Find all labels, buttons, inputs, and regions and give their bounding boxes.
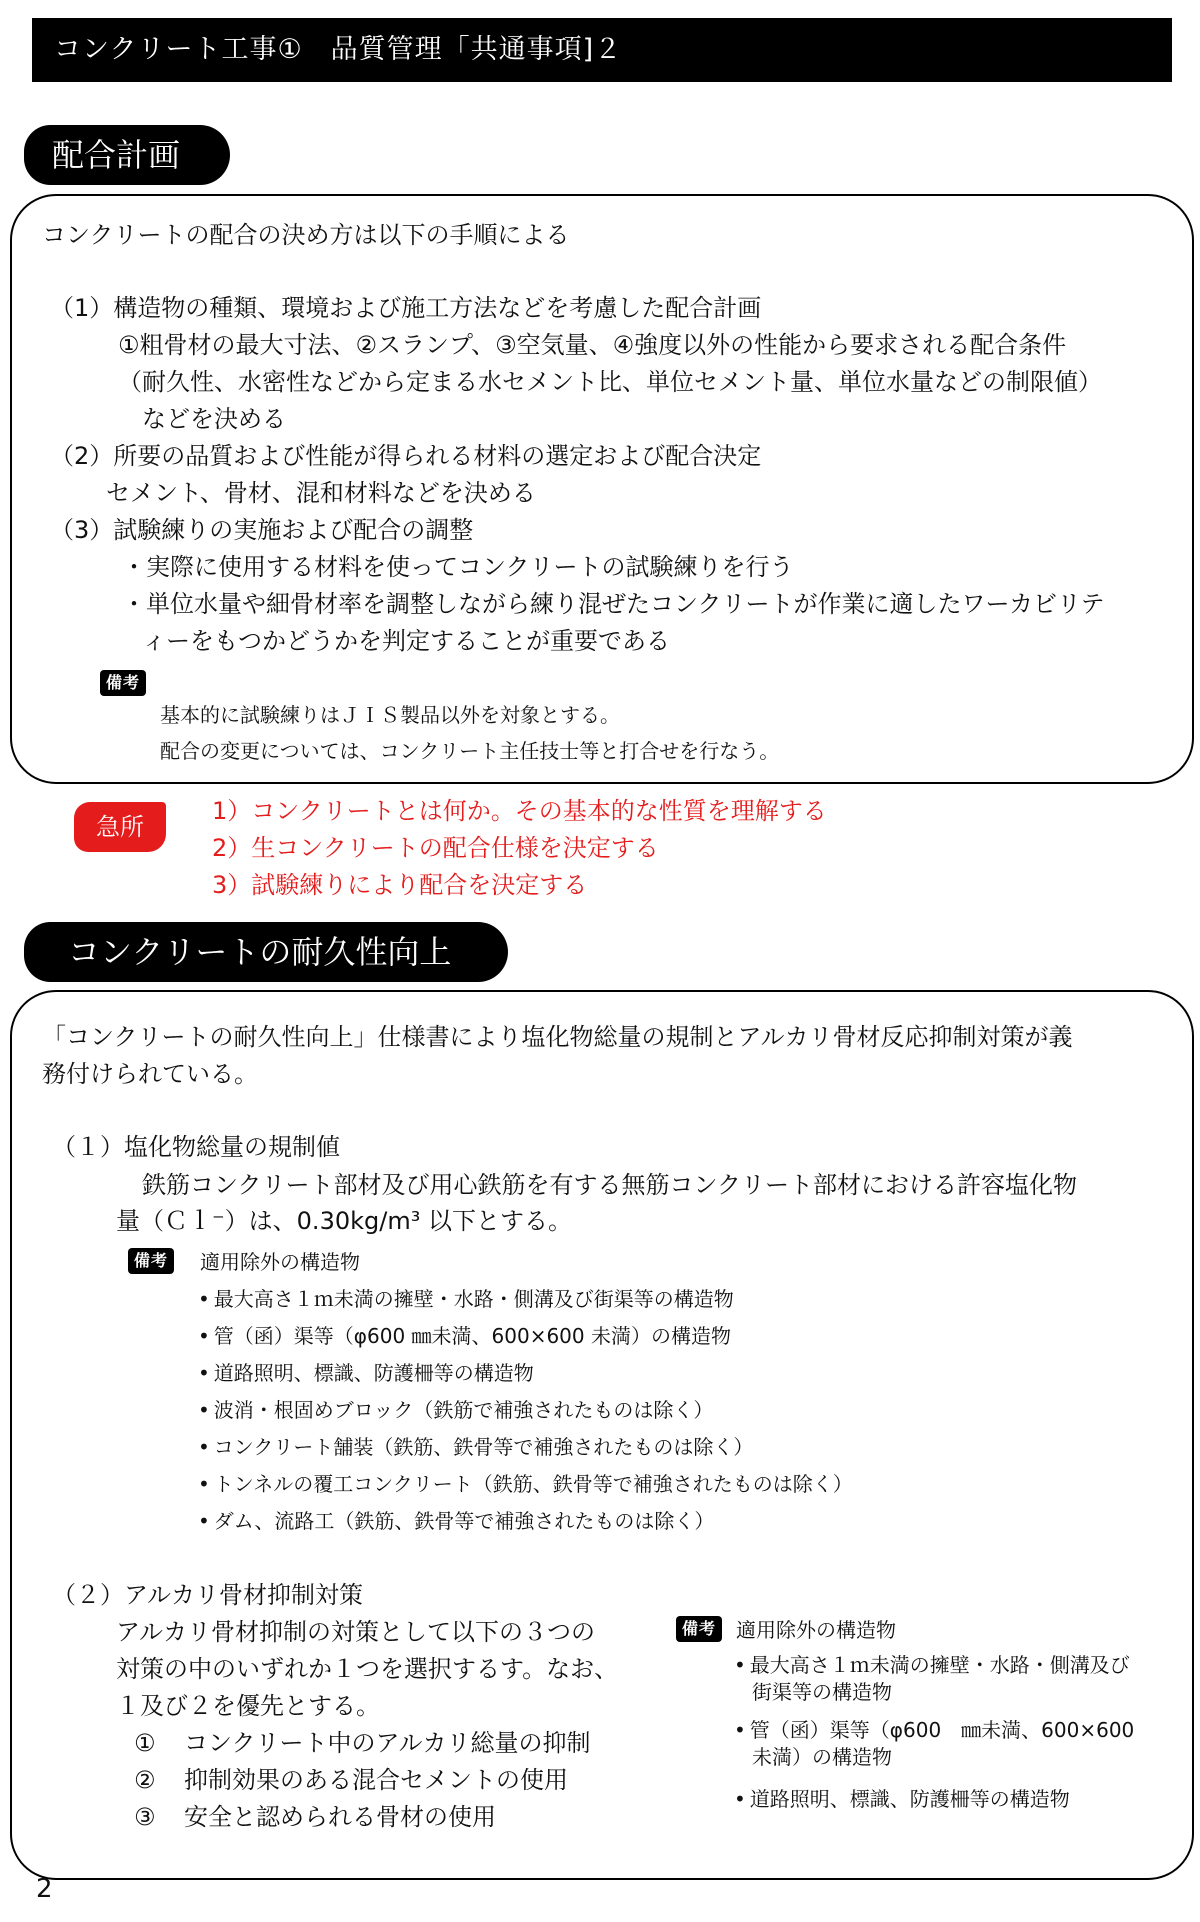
measure-text: 安全と認められる骨材の使用 xyxy=(184,1803,496,1831)
measure-text: コンクリート中のアルカリ総量の抑制 xyxy=(184,1729,591,1757)
mix-plan-intro: コンクリートの配合の決め方は以下の手順による xyxy=(42,221,570,249)
step1-title: （1）構造物の種類、環境および施工方法などを考慮した配合計画 xyxy=(50,294,762,322)
step3-bullet2a: ・単位水量や細骨材率を調整しながら練り混ぜたコンクリートが作業に適したワーカビリテ xyxy=(122,590,1105,618)
step3-bullet1: ・実際に使用する材料を使ってコンクリートの試験練りを行う xyxy=(122,553,794,581)
chloride-title: （１）塩化物総量の規制値 xyxy=(52,1133,340,1161)
urgent-item-2: 2）生コンクリートの配合仕様を決定する xyxy=(212,834,659,862)
chloride-line1: 鉄筋コンクリート部材及び用心鉄筋を有する無筋コンクリート部材における許容塩化物 xyxy=(142,1171,1078,1199)
durability-box xyxy=(10,990,1194,1880)
exclusion-item: • 最大高さ１ｍ未満の擁壁・水路・側溝及び街渠等の構造物 xyxy=(198,1286,734,1312)
alkali-line2: 対策の中のいずれか１つを選択するす。なお、 xyxy=(116,1655,619,1683)
note-tag: 備考 xyxy=(100,670,146,696)
exclusion-note-tag: 備考 xyxy=(128,1248,174,1274)
exclusion-item: • ダム、流路工（鉄筋、鉄骨等で補強されたものは除く） xyxy=(198,1508,714,1534)
exclusion-item: • 管（函）渠等（φ600 ㎜未満、600×600 未満）の構造物 xyxy=(198,1323,731,1349)
alkali-note-tag: 備考 xyxy=(676,1616,722,1642)
section-title-durability: コンクリートの耐久性向上 xyxy=(24,922,508,982)
durability-intro-line2: 務付けられている。 xyxy=(42,1060,258,1088)
step1-line3: などを決める xyxy=(142,405,286,433)
alkali-note-item1a: • 最大高さ１ｍ未満の擁壁・水路・側溝及び xyxy=(734,1652,1130,1678)
alkali-note-title: 適用除外の構造物 xyxy=(736,1618,896,1642)
durability-intro-line1: 「コンクリートの耐久性向上」仕様書により塩化物総量の規制とアルカリ骨材反応抑制対策が義 xyxy=(42,1023,1073,1051)
note-line2: 配合の変更については、コンクリート主任技士等と打合せを行なう。 xyxy=(160,739,780,763)
step2-line1: セメント、骨材、混和材料などを決める xyxy=(106,479,536,507)
urgent-item-1: 1）コンクリートとは何か。その基本的な性質を理解する xyxy=(212,797,827,825)
alkali-note-item3: • 道路照明、標識、防護柵等の構造物 xyxy=(734,1787,1070,1811)
urgent-item-3: 3）試験練りにより配合を決定する xyxy=(212,871,588,899)
exclusion-item: • 波消・根固めブロック（鉄筋で補強されたものは除く） xyxy=(198,1397,713,1423)
section-title-mix-plan: 配合計画 xyxy=(24,125,230,185)
exclusion-note-title: 適用除外の構造物 xyxy=(200,1250,360,1274)
step2-title: （2）所要の品質および性能が得られる材料の選定および配合決定 xyxy=(50,442,762,470)
measure-number: ③ xyxy=(134,1803,156,1831)
step1-line2: （耐久性、水密性などから定まる水セメント比、単位セメント量、単位水量などの制限値） xyxy=(118,368,1102,396)
note-line1: 基本的に試験練りはＪＩＳ製品以外を対象とする。 xyxy=(160,703,620,727)
alkali-line3: １及び２を優先とする。 xyxy=(116,1692,380,1720)
exclusion-item: • コンクリート舗装（鉄筋、鉄骨等で補強されたものは除く） xyxy=(198,1434,753,1460)
exclusion-item: • 道路照明、標識、防護柵等の構造物 xyxy=(198,1360,534,1386)
alkali-title: （２）アルカリ骨材抑制対策 xyxy=(52,1581,364,1609)
measure-number: ② xyxy=(134,1766,156,1794)
alkali-line1: アルカリ骨材抑制の対策として以下の３つの xyxy=(116,1618,596,1646)
page-header-title: コンクリート工事① 品質管理「共通事項]２ xyxy=(32,18,1172,82)
urgent-badge: 急所 xyxy=(74,802,166,852)
alkali-note-item3-text: 道路照明、標識、防護柵等の構造物 xyxy=(749,1787,1070,1811)
mix-plan-box xyxy=(10,194,1194,784)
step3-bullet2b: ィーをもつかどうかを判定することが重要である xyxy=(142,627,670,655)
alkali-note-item2a: • 管（函）渠等（φ600 ㎜未満、600×600 xyxy=(734,1717,1134,1743)
page-number: 2 xyxy=(36,1874,53,1904)
step3-title: （3）試験練りの実施および配合の調整 xyxy=(50,516,474,544)
alkali-note-item2b: 未満）の構造物 xyxy=(752,1745,892,1769)
step1-line1: ①粗骨材の最大寸法、②スランプ、③空気量、④強度以外の性能から要求される配合条件 xyxy=(118,331,1067,359)
measure-text: 抑制効果のある混合セメントの使用 xyxy=(184,1766,568,1794)
exclusion-item: • トンネルの覆工コンクリート（鉄筋、鉄骨等で補強されたものは除く） xyxy=(198,1471,853,1497)
chloride-line2: 量（Ｃｌ⁻）は、0.30kg/m³ 以下とする。 xyxy=(116,1207,572,1235)
measure-number: ① xyxy=(134,1729,156,1757)
alkali-note-item1b: 街渠等の構造物 xyxy=(752,1680,892,1704)
